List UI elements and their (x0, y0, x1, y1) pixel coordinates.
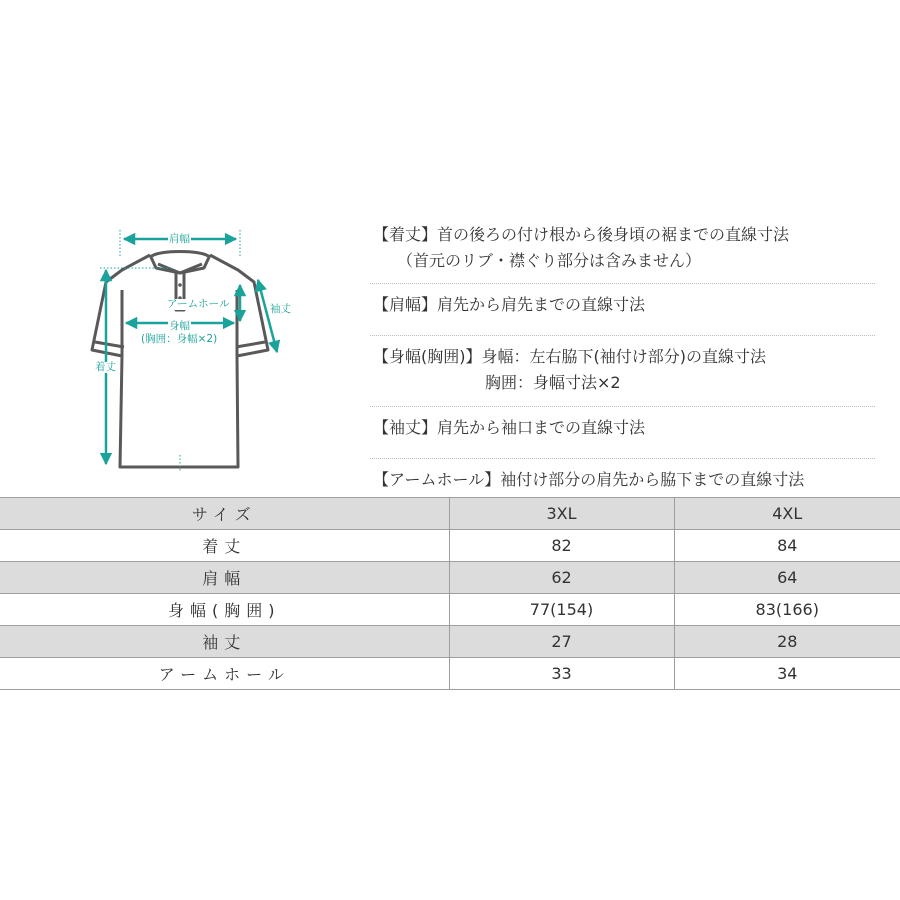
row-label: 肩幅 (0, 562, 449, 594)
description-line: 【着丈】首の後ろの付け根から後身頃の裾までの直線寸法 (373, 225, 790, 244)
table-row (0, 658, 900, 690)
description-body-length (370, 222, 875, 284)
description-line: 胸囲：身幅寸法×2 (373, 373, 621, 392)
description-sleeve-length (370, 407, 875, 459)
table-header-row (0, 498, 900, 530)
diagram-label-shoulder-width: 肩幅 (169, 233, 190, 245)
description-line: 【アームホール】袖付け部分の肩先から脇下までの直線寸法 (373, 470, 805, 489)
description-body-width (370, 336, 875, 407)
size-table (0, 497, 900, 690)
description-line: （首元のリブ・襟ぐり部分は含みません） (373, 251, 702, 270)
diagram-label-sleeve-length: 袖丈 (270, 303, 291, 315)
cell-value: 33 (449, 658, 674, 690)
description-line: 【肩幅】肩先から肩先までの直線寸法 (373, 295, 646, 314)
description-line: 【身幅(胸囲)】身幅：左右脇下(袖付け部分)の直線寸法 (373, 347, 766, 366)
description-shoulder-width (370, 284, 875, 336)
cell-value: 77(154) (449, 594, 674, 626)
cell-value: 82 (449, 530, 674, 562)
row-label: 着丈 (0, 530, 449, 562)
table-row (0, 530, 900, 562)
diagram-label-chest-note: (胸囲：身幅×2) (141, 333, 218, 345)
measurement-descriptions (370, 222, 875, 511)
cell-value: 28 (674, 626, 900, 658)
header-4xl: 4XL (674, 498, 900, 530)
header-size: サイズ (0, 498, 449, 530)
diagram-label-body-width: 身幅 (169, 320, 190, 332)
cell-value: 27 (449, 626, 674, 658)
table-row (0, 594, 900, 626)
polo-shirt-illustration (80, 220, 320, 480)
table-row (0, 626, 900, 658)
cell-value: 34 (674, 658, 900, 690)
diagram-label-arm-hole: アームホール (167, 298, 230, 310)
header-3xl: 3XL (449, 498, 674, 530)
shirt-measurement-diagram (80, 220, 320, 480)
table-row (0, 562, 900, 594)
row-label: 身幅(胸囲) (0, 594, 449, 626)
cell-value: 84 (674, 530, 900, 562)
cell-value: 64 (674, 562, 900, 594)
description-line: 【袖丈】肩先から袖口までの直線寸法 (373, 418, 646, 437)
row-label: 袖丈 (0, 626, 449, 658)
cell-value: 83(166) (674, 594, 900, 626)
row-label: アームホール (0, 658, 449, 690)
cell-value: 62 (449, 562, 674, 594)
diagram-label-body-length: 着丈 (95, 361, 116, 373)
